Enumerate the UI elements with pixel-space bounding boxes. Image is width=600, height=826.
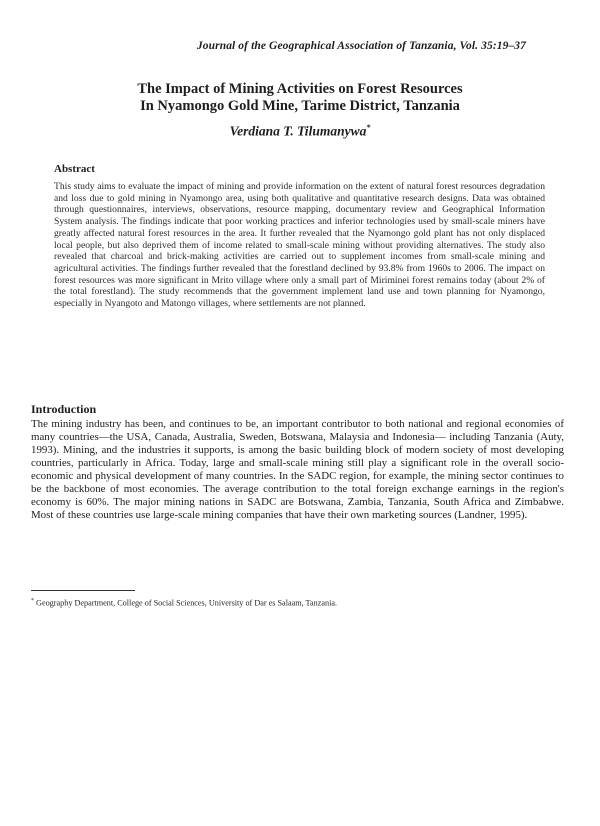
- article-title-line-2: In Nyamongo Gold Mine, Tarime District, Tanzania: [140, 98, 460, 114]
- abstract-heading: Abstract: [54, 163, 95, 175]
- article-title-line-1: The Impact of Mining Activities on Forest Resources: [137, 81, 463, 97]
- footnote-divider: [31, 590, 135, 591]
- introduction-paragraph: The mining industry has been, and continues to be, an important contributor to both national and regional economies of many countries—the USA, Canada, Australia, Sweden, Botswana, Malaysia and Indonesia— including Tanzania (Auty, 1993). Mining, and the industries it supports, is among the basic building block of modern society of most developing countries, particularly in Africa. Today, large and small-scale mining still play a significant role in the overall socio-economic and physical development of many countries. In the SADC region, for example, the mining sector continues to be the backbone of most economies. The average contribution to the total foreign exchange earnings in the region's economy is 60%. The major mining nations in SADC are Botswana, Zambia, Tanzania, South Africa and Zimbabwe. Most of these countries use large-scale mining companies that have their own marketing sources (Landner, 1995).: [31, 418, 564, 521]
- introduction-heading: Introduction: [31, 402, 97, 416]
- footnote-text: Geography Department, College of Social Sciences, University of Dar es Salaam, Tanzania.: [36, 598, 338, 608]
- article-title: [40, 81, 560, 115]
- author-line: [40, 123, 560, 140]
- footnote-mark: *: [31, 598, 34, 604]
- author-name: Verdiana T. Tilumanywa: [229, 123, 367, 139]
- author-footnote-mark: *: [366, 123, 371, 132]
- footnote: [31, 596, 551, 609]
- journal-running-header: Journal of the Geographical Association of Tanzania, Vol. 35:19–37: [196, 40, 526, 52]
- abstract-paragraph: This study aims to evaluate the impact of mining and provide information on the extent of natural forest resources degradation and loss due to gold mining in Nyamongo area, using both qualitative and quantitative research designs. Data was obtained through questionnaires, interviews, observations, resource mapping, documentary review and Geographical Information System analysis. The findings indicate that poor working practices and inferior technologies used by small-scale miners have greatly affected natural forest resources in the area. It further revealed that the Nyamongo gold plant has not only displaced local people, but also deprived them of income related to small-scale mining without providing alternatives. The study also revealed that charcoal and brick-making activities are carried out to supplement incomes from small-scale mining and agricultural activities. The findings further revealed that the forestland declined by 93.8% from 1960s to 2006. The impact on forest resources was more significant in Mrito village where only a small part of Miriminei forest remains today (about 2% of the total forestland). The study recommends that the government implement land use and town planning for Nyamongo, especially in Nyangoto and Matongo villages, where settlements are not planned.: [54, 181, 545, 310]
